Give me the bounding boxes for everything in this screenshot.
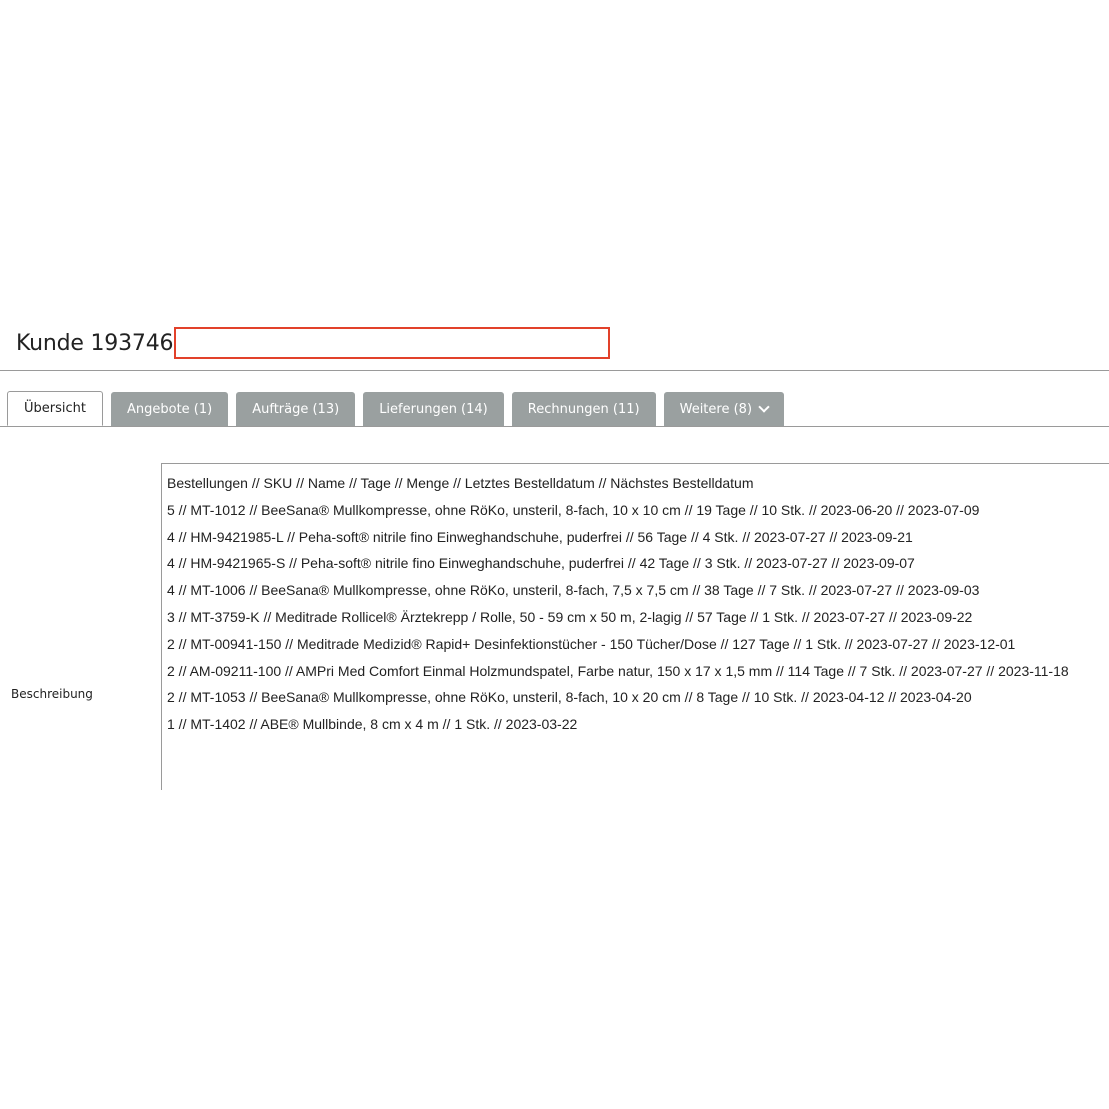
description-line: Bestellungen // SKU // Name // Tage // Menge // Letztes Bestelldatum // Nächstes Bestelldatum (167, 475, 754, 491)
tab-uebersicht[interactable] (7, 391, 103, 426)
tab-label: Weitere (8) (679, 401, 753, 417)
tab-label: Übersicht (24, 401, 86, 416)
tab-weitere[interactable] (664, 392, 784, 426)
tab-divider (0, 426, 1109, 427)
tab-label: Aufträge (13) (252, 401, 340, 417)
tab-label: Lieferungen (14) (379, 401, 488, 417)
chevron-down-icon (758, 401, 769, 412)
tab-label: Rechnungen (11) (527, 401, 640, 417)
tab-rechnungen[interactable] (512, 392, 656, 426)
title-input[interactable] (174, 327, 610, 359)
header-divider (0, 370, 1109, 371)
tab-bar (7, 392, 792, 426)
description-line: 4 // MT-1006 // BeeSana® Mullkompresse, ohne RöKo, unsteril, 8-fach, 7,5 x 7,5 cm // 38 Tage // 7 Stk. // 2023-07-27 // 2023-09-03 (167, 582, 980, 599)
description-line: 4 // HM-9421985-L // Peha-soft® nitrile fino Einweghandschuhe, puderfrei // 56 Tage // 4 Stk. // 2023-07-27 // 2023-09-21 (167, 528, 913, 545)
description-line: 2 // MT-1053 // BeeSana® Mullkompresse, ohne RöKo, unsteril, 8-fach, 10 x 20 cm // 8 Tage // 10 Stk. // 2023-04-12 // 2023-04-20 (167, 689, 972, 706)
tab-label: Angebote (1) (126, 401, 213, 417)
description-line: 2 // AM-09211-100 // AMPri Med Comfort Einmal Holzmundspatel, Farbe natur, 150 x 17 x 1,5 mm // 114 Tage // 7 Stk. // 2023-07-27 // 2023-11-18 (167, 662, 1069, 679)
description-textarea[interactable] (161, 463, 1109, 790)
description-line: 5 // MT-1012 // BeeSana® Mullkompresse, ohne RöKo, unsteril, 8-fach, 10 x 10 cm // 19 Tage // 10 Stk. // 2023-06-20 // 2023-07-09 (167, 501, 980, 518)
tab-angebote[interactable] (111, 392, 228, 426)
page-title: Kunde 193746 (16, 330, 174, 356)
tab-lieferungen[interactable] (363, 392, 504, 426)
description-label: Beschreibung (11, 687, 93, 701)
description-line: 3 // MT-3759-K // Meditrade Rollicel® Ärztekrepp / Rolle, 50 - 59 cm x 50 m, 2-lagig // 57 Tage // 1 Stk. // 2023-07-27 // 2023-09-22 (167, 608, 973, 625)
page-header (16, 326, 610, 360)
description-line: 2 // MT-00941-150 // Meditrade Medizid® Rapid+ Desinfektionstücher - 150 Tücher/Dose // 127 Tage // 1 Stk. // 2023-07-27 // 2023-12-01 (167, 635, 1016, 652)
description-line: 1 // MT-1402 // ABE® Mullbinde, 8 cm x 4 m // 1 Stk. // 2023-03-22 (167, 716, 578, 733)
tab-auftraege[interactable] (236, 392, 355, 426)
description-line: 4 // HM-9421965-S // Peha-soft® nitrile fino Einweghandschuhe, puderfrei // 42 Tage // 3 Stk. // 2023-07-27 // 2023-09-07 (167, 555, 915, 572)
